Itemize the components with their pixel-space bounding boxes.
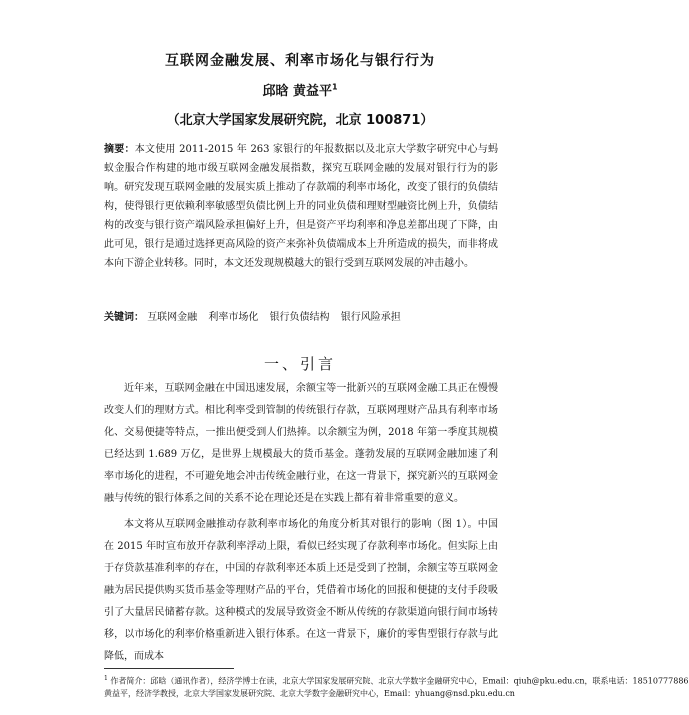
keyword: 银行风险承担 [340, 312, 401, 323]
paragraph: 近年来，互联网金融在中国迅速发展，余额宝等一批新兴的互联网金融工具正在慢慢改变人们的理财方式。相比利率受到管制的传统银行存款，互联网理财产品具有利率市场化、交易便捷等特点，一推出便受到人们热捧。以余额宝为例，2018 年第一季度其规模已经达到 1.689 万亿，是世界上规模最大的货币基金。蓬勃发展的互联网金融加速了利率市场化的进程，不可避免地会冲击传统金融行业，在这一背景下，探究新兴的互联网金融与传统的银行体系之间的关系不论在理论还是在实践上都有着非常重要的意义。 [104, 383, 498, 504]
footnote: 黄益平，经济学教授，北京大学国家发展研究院、北京大学数字金融研究中心，Email：yhuang@nsd.pku.edu.cn [104, 688, 515, 698]
author-footnote-marker: 1 [331, 82, 338, 92]
paragraph: 本文将从互联网金融推动存款利率市场化的角度分析其对银行的影响（图 1）。中国在 2015 年时宣布放开存款利率浮动上限，看似已经实现了存款利率市场化。但实际上由于存贷款基准利率的存在，中国的存款利率还本质上还是受到了控制，余额宝等互联网金融为居民提供购买货币基金等理财产品的平台，凭借着市场化的回报和便捷的支付手段吸引了大量居民储蓄存款。这种模式的发展导致资金不断从传统的存款渠道向银行间市场转移，以市场化的利率价格重新进入银行体系。在这一背景下，廉价的零售型银行存款与此降低，而成本 [104, 519, 498, 662]
abstract [104, 140, 498, 273]
section-heading: 一、引言 [263, 355, 336, 373]
keyword: 利率市场化 [208, 312, 259, 323]
affiliation: （北京大学国家发展研究院，北京 100871） [166, 113, 434, 128]
paper-title: 互联网金融发展、利率市场化与银行行为 [165, 53, 435, 69]
abstract-label: 摘要： [104, 144, 135, 155]
author-names: 邱晗 黄益平 [262, 84, 332, 99]
keyword: 银行负债结构 [269, 312, 330, 323]
footnote-text: 作者简介：邱晗（通讯作者），经济学博士在读，北京大学国家发展研究院、北京大学数字金融研究中心，Email：qiuh@pku.edu.cn，联系电话：18510777886 [110, 676, 689, 686]
keywords-label: 关键词： [104, 312, 144, 323]
footnote [104, 673, 689, 688]
footnote-divider [104, 668, 234, 669]
body-text [104, 378, 498, 672]
keyword: 互联网金融 [147, 312, 198, 323]
footnote-marker: 1 [104, 675, 108, 682]
keywords [104, 310, 498, 326]
author-line [0, 80, 600, 99]
footnotes [104, 673, 689, 700]
abstract-text: 本文使用 2011-2015 年 263 家银行的年报数据以及北京大学数字研究中心与蚂蚁金服合作构建的地市级互联网金融发展指数，探究互联网金融的发展对银行行为的影响。研究发现互联网金融的发展实质上推动了存款端的利率市场化，改变了银行的负债结构，使得银行更依赖利率敏感型负债比例上升的同业负债和理财型融资比例上升，负债结构的改变与银行资产端风险承担偏好上升，但是资产平均利率和净息差都出现了下降，由此可见，银行是通过选择更高风险的资产来弥补负债端成本上升所造成的损失，而非将成本向下游企业转移。同时，本文还发现规模越大的银行受到互联网发展的冲击越小。 [104, 144, 498, 269]
